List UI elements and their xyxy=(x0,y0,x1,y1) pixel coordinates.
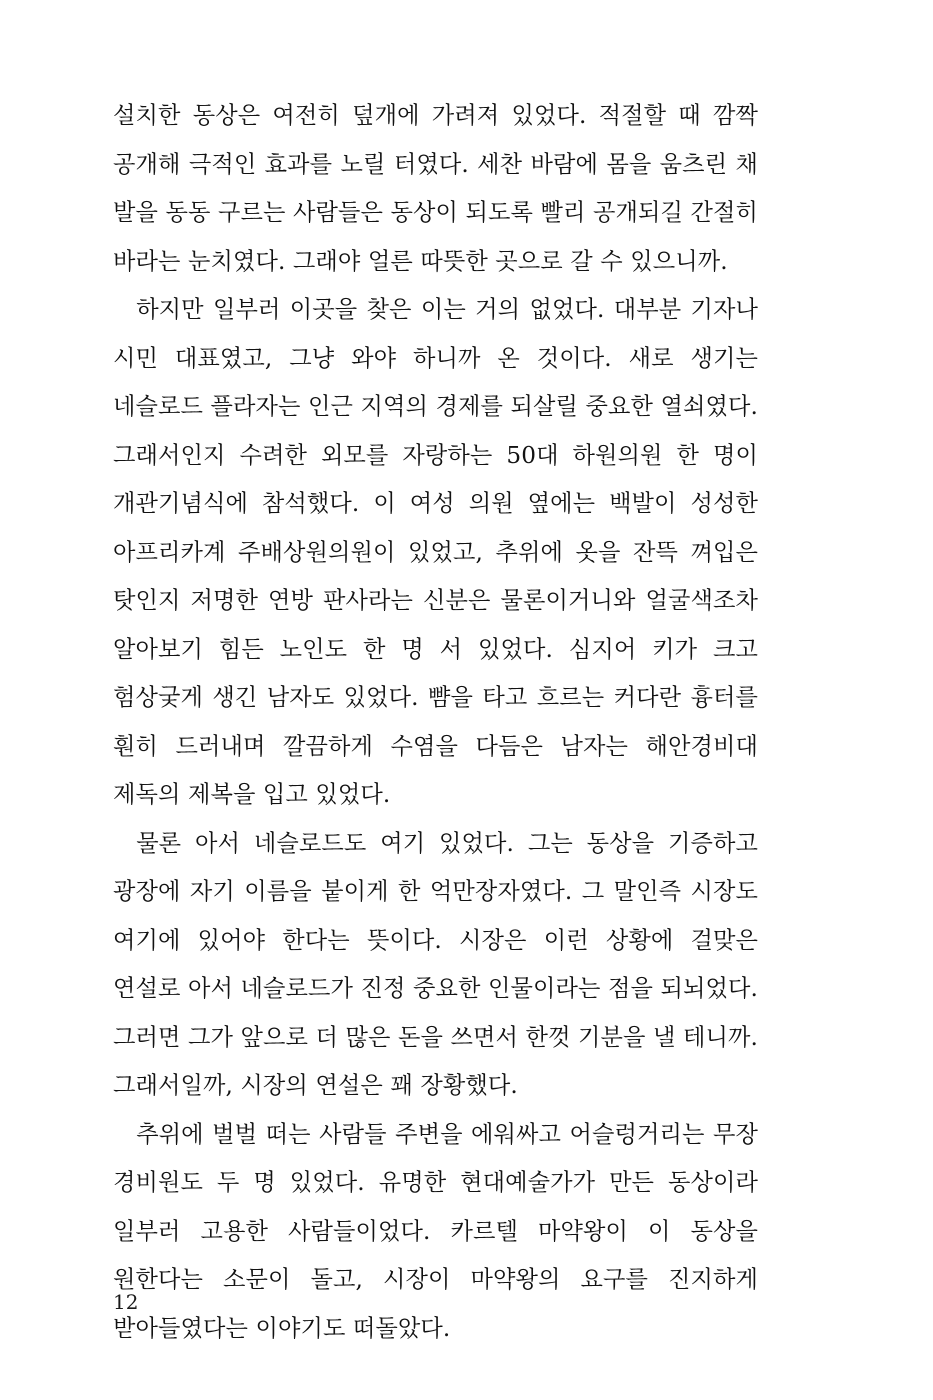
paragraph-2: 하지만 일부러 이곳을 찾은 이는 거의 없었다. 대부분 기자나 시민 대표였고, 그냥 와야 하니까 온 것이다. 새로 생기는 네슬로드 플라자는 인근 지역의 경제를 되살릴 중요한 열쇠였다. 그래서인지 수려한 외모를 자랑하는 50대 하원의원 한 명이 개관기념식에 참석했다. 이 여성 의원 옆에는 백발이 성성한 아프리카계 주배상원의원이 있었고, 추위에 옷을 잔뜩 껴입은 탓인지 저명한 연방 판사라는 신분은 물론이거니와 얼굴색조차 알아보기 힘든 노인도 한 명 서 있었다. 심지어 키가 크고 험상궂게 생긴 남자도 있었다. 뺨을 타고 흐르는 커다란 흉터를 훤히 드러내며 깔끔하게 수염을 다듬은 남자는 해안경비대 제독의 제복을 입고 있었다. xyxy=(113,296,758,808)
body-text xyxy=(113,92,758,1353)
paragraph-1: 설치한 동상은 여전히 덮개에 가려져 있었다. 적절할 때 깜짝 공개해 극적인 효과를 노릴 터였다. 세찬 바람에 몸을 움츠린 채 발을 동동 구르는 사람들은 동상이 되도록 빨리 공개되길 간절히 바라는 눈치였다. 그래야 얼른 따뜻한 곳으로 갈 수 있으니까. xyxy=(113,102,758,275)
paragraph-4: 추위에 벌벌 떠는 사람들 주변을 에워싸고 어슬렁거리는 무장 경비원도 두 명 있었다. 유명한 현대예술가가 만든 동상이라 일부러 고용한 사람들이었다. 카르텔 마약왕이 이 동상을 원한다는 소문이 돌고, 시장이 마약왕의 요구를 진지하게 받아들였다는 이야기도 떠돌았다. xyxy=(113,1120,758,1342)
page-number: 12 xyxy=(113,1290,139,1314)
paragraph-3: 물론 아서 네슬로드도 여기 있었다. 그는 동상을 기증하고 광장에 자기 이름을 붙이게 한 억만장자였다. 그 말인즉 시장도 여기에 있어야 한다는 뜻이다. 시장은 이런 상황에 걸맞은 연설로 아서 네슬로드가 진정 중요한 인물이라는 점을 되뇌었다. 그러면 그가 앞으로 더 많은 돈을 쓰면서 한껏 기분을 낼 테니까. 그래서일까, 시장의 연설은 꽤 장황했다. xyxy=(113,829,758,1099)
